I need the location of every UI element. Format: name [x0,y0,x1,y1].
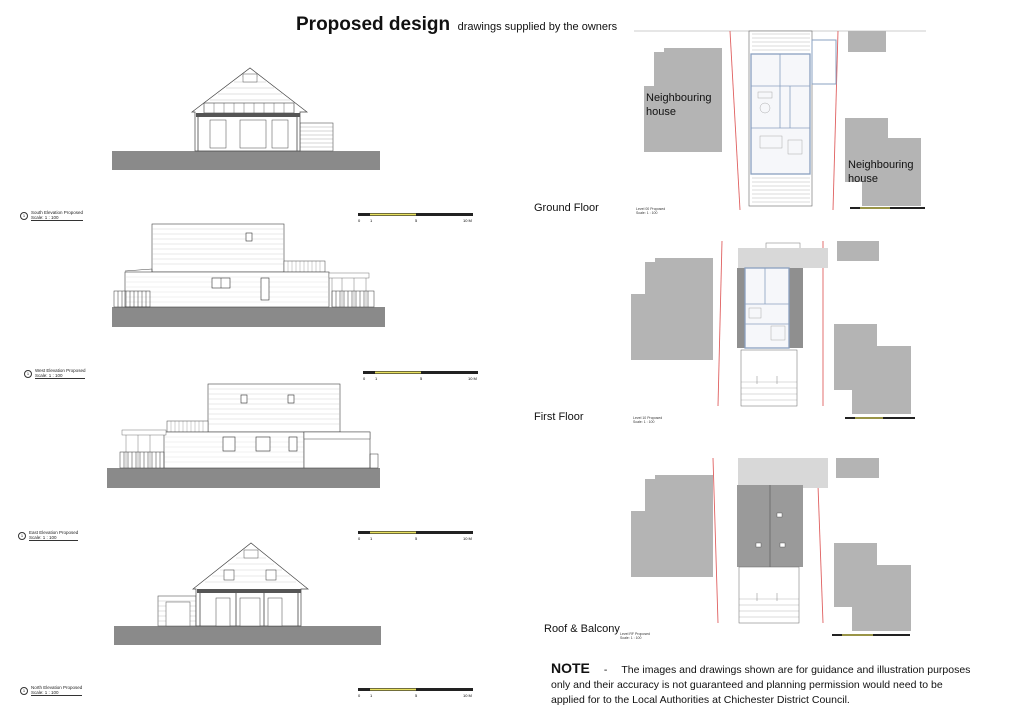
disclaimer-note [551,661,971,708]
note-dash: - [603,664,608,676]
page-title [296,14,617,36]
first-floor-plan-drawing [625,238,925,418]
ground-floor-caption: Level 00 Proposed Scale: 1 : 100 [636,207,666,215]
roof-balcony-caption: Level RF Proposed Scale: 1 : 100 [620,632,650,640]
svg-text:1: 1 [370,693,373,698]
title-main: Proposed design [296,14,451,35]
svg-text:1: 1 [370,536,373,541]
south-elevation-caption: 1 South Elevation Proposed Scale: 1 : 100 [20,210,83,221]
svg-text:5: 5 [415,536,418,541]
west-elevation-drawing [100,215,400,335]
svg-text:5: 5 [415,693,418,698]
roof-balcony-scale-bar [830,632,915,644]
east-elevation-caption: 1 East Elevation Proposed Scale: 1 : 100 [18,530,78,541]
first-floor-scale-bar [843,415,923,427]
svg-text:0: 0 [358,536,361,541]
svg-text:0: 0 [363,376,366,381]
ground-floor-label: Ground Floor [534,202,599,214]
neighbour-label-left: Neighbouring house [646,92,712,118]
title-subtitle: drawings supplied by the owners [457,21,618,33]
north-elevation-drawing [100,538,400,650]
note-heading: NOTE [551,660,590,676]
first-floor-label: First Floor [534,411,584,423]
svg-text:10 M: 10 M [463,693,472,698]
svg-text:5: 5 [420,376,423,381]
svg-text:0: 0 [358,218,361,223]
south-elevation-drawing [100,60,400,175]
roof-balcony-plan-drawing [625,455,925,635]
east-elevation-drawing [100,378,400,493]
first-floor-caption: Level 10 Proposed Scale: 1 : 100 [633,416,663,424]
svg-text:1: 1 [370,218,373,223]
north-scale-bar [355,685,480,699]
svg-text:0: 0 [358,693,361,698]
west-elevation-caption: 1 West Elevation Proposed Scale: 1 : 100 [24,368,85,379]
ground-floor-scale-bar [848,205,928,217]
svg-text:1: 1 [375,376,378,381]
north-elevation-caption: 1 North Elevation Proposed Scale: 1 : 100 [20,685,82,696]
neighbour-label-right: Neighbouring house [848,159,914,185]
svg-text:5: 5 [415,218,418,223]
note-text: The images and drawings shown are for guidance and illustration purposes only and their accuracy is not guaranteed and planning permission would need to be applied for to the Local Authorities at Chichester District Council. [551,664,971,706]
svg-text:10 M: 10 M [463,218,472,223]
ground-floor-plan-drawing [630,28,930,218]
svg-text:10 M: 10 M [463,536,472,541]
svg-text:10 M: 10 M [468,376,477,381]
roof-balcony-label: Roof & Balcony [544,623,620,635]
